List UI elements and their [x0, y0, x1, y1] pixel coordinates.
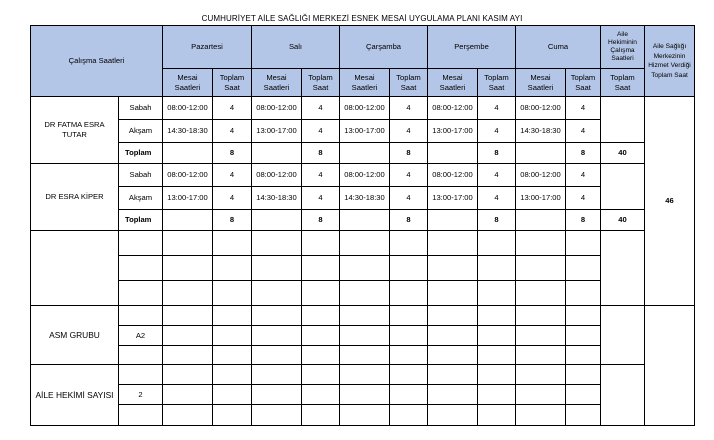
empty-cell: [252, 210, 302, 231]
day-header: Salı: [252, 26, 340, 69]
shift-time: 13:00-17:00: [252, 120, 302, 143]
shift-time: 08:00-12:00: [163, 164, 213, 187]
day-total: 8: [478, 143, 516, 164]
asm-grubu-label: ASM GRUBU: [31, 306, 119, 365]
empty-cell: [601, 306, 645, 365]
shift-time: 08:00-12:00: [252, 164, 302, 187]
empty-cell: [163, 143, 213, 164]
shift-label: Akşam: [119, 187, 163, 210]
day-total: 8: [478, 210, 516, 231]
shift-time: 14:30-18:30: [163, 120, 213, 143]
aile-hekimi-saat-header: Aile Hekiminin Çalışma Saatleri: [601, 26, 645, 69]
shift-time: 14:30-18:30: [340, 187, 390, 210]
calisma-saatleri-header: Çalışma Saatleri: [31, 26, 163, 97]
shift-time: 08:00-12:00: [340, 97, 390, 120]
day-total: 8: [566, 210, 601, 231]
weekly-total: 40: [601, 143, 645, 164]
toplam-saat-header: Toplam Saat: [213, 69, 252, 97]
empty-cell: [119, 306, 163, 326]
shift-hours: 4: [478, 97, 516, 120]
shift-hours: 4: [302, 187, 340, 210]
shift-time: 08:00-12:00: [516, 97, 566, 120]
mesai-header: Mesai Saatleri: [340, 69, 390, 97]
shift-hours: 4: [566, 120, 601, 143]
shift-time: 13:00-17:00: [163, 187, 213, 210]
shift-label: Akşam: [119, 120, 163, 143]
asm-hizmet-saat-header: Aile Sağlığı Merkezinin Hizmet Verdiği Toplam Saat: [645, 26, 695, 97]
toplam-saat-header: Toplam Saat: [390, 69, 428, 97]
doctor-name: DR FATMA ESRA TUTAR: [31, 97, 119, 164]
empty-cell: [252, 143, 302, 164]
day-total: 8: [302, 210, 340, 231]
day-header: Cuma: [516, 26, 601, 69]
shift-hours: 4: [302, 164, 340, 187]
asm-grubu-value: A2: [119, 326, 163, 346]
empty-cell: [119, 346, 163, 365]
toplam-saat-header: Toplam Saat: [478, 69, 516, 97]
toplam-saat-header: Toplam Saat: [601, 69, 645, 97]
day-total: 8: [213, 210, 252, 231]
day-header: Pazartesi: [163, 26, 252, 69]
empty-cell: [601, 164, 645, 210]
aile-hekimi-sayisi-value: 2: [119, 385, 163, 405]
empty-cell: [601, 365, 645, 426]
shift-label: Sabah: [119, 97, 163, 120]
shift-time: 08:00-12:00: [340, 164, 390, 187]
document-title: CUMHURİYET AİLE SAĞLIĞI MERKEZİ ESNEK MESAİ UYGULAMA PLANI KASIM AYI: [201, 14, 523, 23]
empty-cell: [601, 231, 645, 306]
shift-label: Sabah: [119, 164, 163, 187]
shift-hours: 4: [390, 97, 428, 120]
weekly-total: 40: [601, 210, 645, 231]
shift-hours: 4: [213, 164, 252, 187]
mesai-header: Mesai Saatleri: [516, 69, 566, 97]
shift-time: 13:00-17:00: [428, 120, 478, 143]
asm-total-hours: 46: [645, 97, 695, 306]
empty-cell: [340, 210, 390, 231]
empty-cell: [119, 405, 163, 426]
shift-hours: 4: [302, 120, 340, 143]
empty-cell: [119, 365, 163, 385]
empty-cell: [516, 210, 566, 231]
empty-cell: [428, 143, 478, 164]
day-total: 8: [390, 210, 428, 231]
shift-hours: 4: [213, 187, 252, 210]
shift-time: 13:00-17:00: [340, 120, 390, 143]
shift-time: 13:00-17:00: [428, 187, 478, 210]
shift-time: 14:30-18:30: [516, 120, 566, 143]
shift-hours: 4: [390, 164, 428, 187]
toplam-saat-header: Toplam Saat: [302, 69, 340, 97]
shift-hours: 4: [390, 187, 428, 210]
shift-time: 08:00-12:00: [163, 97, 213, 120]
empty-cell: [516, 143, 566, 164]
total-label: Toplam: [119, 210, 163, 231]
empty-cell: [163, 210, 213, 231]
empty-cell: [428, 210, 478, 231]
day-total: 8: [390, 143, 428, 164]
mesai-header: Mesai Saatleri: [163, 69, 213, 97]
shift-time: 14:30-18:30: [252, 187, 302, 210]
shift-hours: 4: [566, 164, 601, 187]
shift-time: 13:00-17:00: [516, 187, 566, 210]
shift-hours: 4: [478, 164, 516, 187]
shift-hours: 4: [302, 97, 340, 120]
day-header: Perşembe: [428, 26, 516, 69]
day-header: Çarşamba: [340, 26, 428, 69]
shift-hours: 4: [478, 120, 516, 143]
mesai-header: Mesai Saatleri: [428, 69, 478, 97]
empty-cell: [645, 306, 695, 426]
day-total: 8: [302, 143, 340, 164]
aile-hekimi-sayisi-label: AİLE HEKİMİ SAYISI: [31, 365, 119, 426]
day-total: 8: [213, 143, 252, 164]
shift-hours: 4: [213, 97, 252, 120]
shift-time: 08:00-12:00: [428, 164, 478, 187]
toplam-saat-header: Toplam Saat: [566, 69, 601, 97]
schedule-table: [30, 25, 695, 426]
shift-time: 08:00-12:00: [516, 164, 566, 187]
empty-cell: [340, 143, 390, 164]
empty-cell: [31, 231, 119, 306]
shift-hours: 4: [390, 120, 428, 143]
total-label: Toplam: [119, 143, 163, 164]
shift-hours: 4: [566, 187, 601, 210]
day-total: 8: [566, 143, 601, 164]
shift-time: 08:00-12:00: [428, 97, 478, 120]
mesai-header: Mesai Saatleri: [252, 69, 302, 97]
shift-hours: 4: [213, 120, 252, 143]
shift-hours: 4: [478, 187, 516, 210]
doctor-name: DR ESRA KİPER: [31, 164, 119, 231]
shift-hours: 4: [566, 97, 601, 120]
empty-cell: [601, 97, 645, 143]
shift-time: 08:00-12:00: [252, 97, 302, 120]
